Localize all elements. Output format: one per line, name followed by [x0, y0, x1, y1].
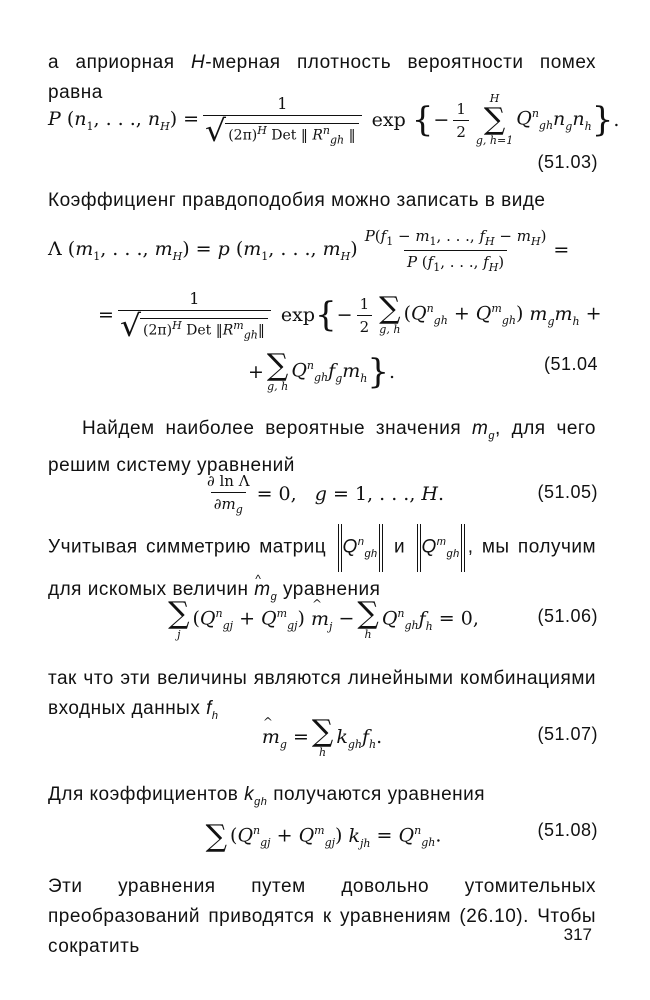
equation-51-06: ∑ j $(Q^n_{gj} + Q^m_{gj})$ ^ $m_j$ − ∑ h $Q^n_{gh}f_h = 0$, [48, 590, 596, 650]
eq-number-51-08: (51.08) [537, 820, 598, 840]
paragraph-final: Эти уравнения путем довольно утомительных преобразований приводятся к уравнениям (26.10). Чтобы сократить [48, 876, 596, 957]
paragraph-symmetry: Учитывая симметрию матриц $Q^n_{gh}$ и $Q^m_{gh}$ , мы получим для искомых величин ^ $m_g$ уравнения [48, 524, 596, 615]
paragraph-coefficients: Для коэффициентов $k_{gh}$ получаются уравнения [48, 784, 486, 808]
equation-51-04-line2: = 1 √ $(2\pi)^H$ Det $‖R^m_{gh}‖$ exp { − $\frac{1}{2}$ ∑ g, h $(Q^n_{gh} + Q^m_{gh}) m_gm_h$ + [98, 289, 602, 344]
paragraph-likelihood: Коэффициенг правдоподобия можно записать в виде [48, 190, 546, 211]
paragraph-most-probable: Найдем наиболее вероятные значения $m_g$, для чего решим систему уравнений [48, 418, 596, 476]
equation-51-04-line1: Λ ($m_1$, . . ., $m_H) = p$ ($m_1$, . . ., $m_H$) $\frac{P(f_1 - m_1, . . ., f_H - m_H)}{P (f_1, . . ., f_H)}$ = [48, 226, 570, 274]
equation-51-04-line3: + ∑ g, h $Q^n_{gh}f_gm_h$ } . [248, 348, 396, 393]
eq-number-51-05: (51.05) [537, 482, 598, 502]
equation-51-05: $\frac{\text{∂ ln Λ}}{\partial m_g}$ = 0, g = 1, . . ., H. [206, 472, 445, 516]
paragraph-intro: а априорная H-мерная плотность вероятности помех равна [48, 52, 596, 103]
equation-51-07: ^ $m_g$ = ∑ h $k_{gh}f_h$. [48, 710, 596, 766]
page-number: 317 [563, 925, 592, 944]
eq-number-51-07: (51.07) [537, 724, 598, 744]
eq-number-51-06: (51.06) [537, 606, 598, 626]
paragraph-linear-combination: так что эти величины являются линейными комбинациями входных данных $f_h$ [48, 668, 596, 722]
equation-51-03: P ($n_1$, . . ., $n_H$) = 1 √ $(2\pi)^H$ Det ‖ $R^n_{gh}$ ‖ exp { − $\frac{1}{2}$ H ∑ g, h=1 $Q^n_{gh}n_gn_h$ } . [48, 92, 620, 149]
equation-51-08: ∑ $(Q^n_{gj} + Q^m_{gj}) k_{jh} = Q^n_{gh}$. [205, 819, 442, 854]
eq-number-51-03: (51.03) [537, 152, 598, 172]
eq-number-51-04: (51.04 [543, 354, 598, 374]
